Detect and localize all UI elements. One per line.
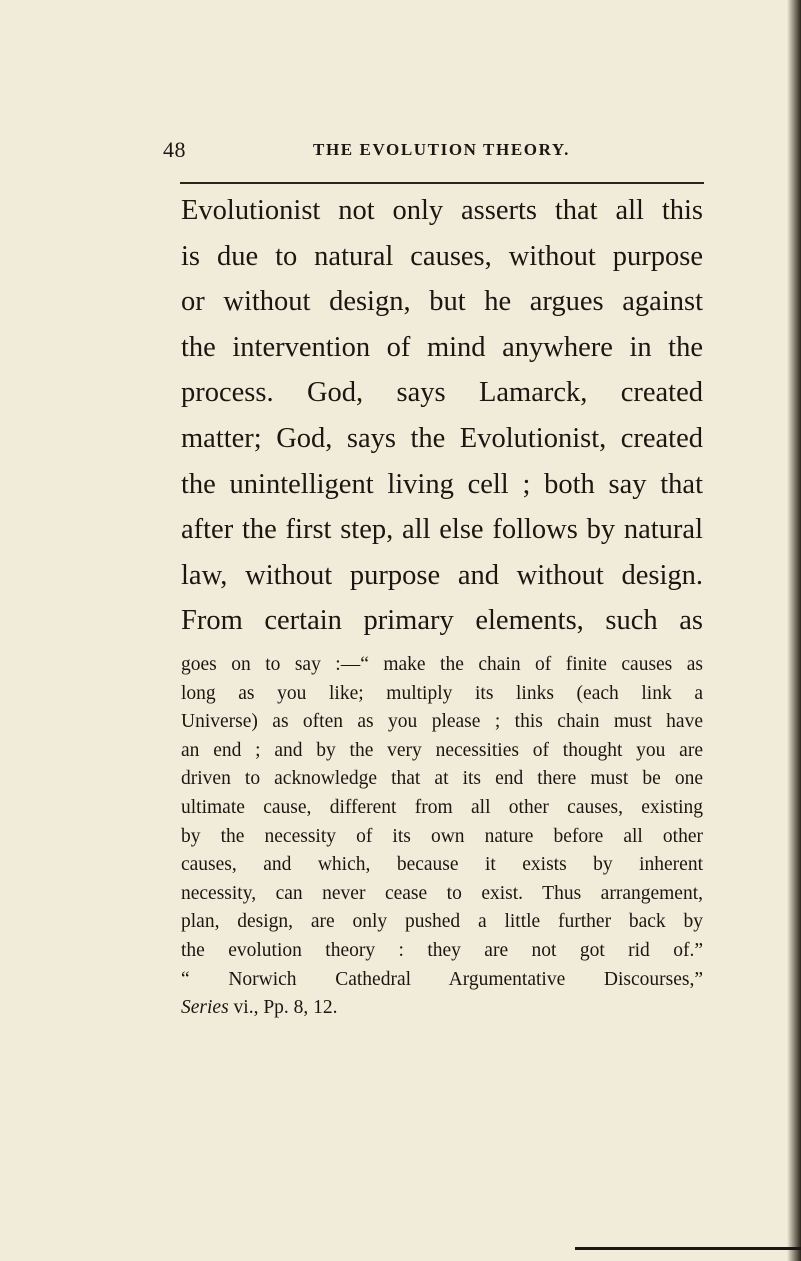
quote-line: “ Norwich Cathedral Argumentative Discourses,” — [181, 968, 703, 990]
page-number: 48 — [163, 137, 186, 162]
header-rule — [180, 182, 704, 184]
quote-line: driven to acknowledge that at its end there must be one — [181, 768, 703, 790]
citation-series: Series — [181, 997, 229, 1019]
quote-line: goes on to say :—“ make the chain of finite causes as — [181, 654, 703, 675]
body-line: the intervention of mind anywhere in the — [181, 331, 703, 363]
quote-line: long as you like; multiply its links (each link a — [181, 682, 703, 704]
quote-line: an end ; and by the very necessities of thought you are — [181, 739, 703, 761]
quote-line: Universe) as often as you please ; this chain must have — [181, 711, 703, 733]
quote-line: by the necessity of its own nature before all other — [181, 825, 703, 847]
binding-edge-shadow — [787, 0, 801, 1261]
citation-line — [181, 994, 703, 1023]
body-line: From certain primary elements, such as — [181, 605, 703, 637]
quote-line: necessity, can never cease to exist. Thus arrangement, — [181, 882, 703, 904]
body-line: process. God, says Lamarck, created — [181, 377, 703, 409]
quote-line: ultimate cause, different from all other causes, existing — [181, 796, 703, 818]
body-line: is due to natural causes, without purpose — [181, 240, 703, 272]
body-line: matter; God, says the Evolutionist, created — [181, 422, 703, 454]
citation-reference: vi., Pp. 8, 12. — [228, 997, 338, 1019]
body-line: law, without purpose and without design. — [181, 559, 703, 591]
page-bottom-edge — [575, 1247, 801, 1250]
body-line: after the first step, all else follows by natural — [181, 514, 703, 546]
body-line: Evolutionist not only asserts that all this — [181, 195, 703, 226]
body-paragraph — [181, 188, 703, 644]
quote-line: causes, and which, because it exists by inherent — [181, 854, 703, 876]
quote-line: the evolution theory : they are not got rid of.” — [181, 939, 703, 961]
quote-line: plan, design, are only pushed a little further back by — [181, 911, 703, 933]
running-head — [163, 137, 603, 167]
running-title: THE EVOLUTION THEORY. — [313, 140, 571, 159]
body-line: or without design, but he argues against — [181, 286, 703, 318]
body-line: the unintelligent living cell ; both say that — [181, 468, 703, 500]
quotation-block — [181, 651, 703, 1023]
